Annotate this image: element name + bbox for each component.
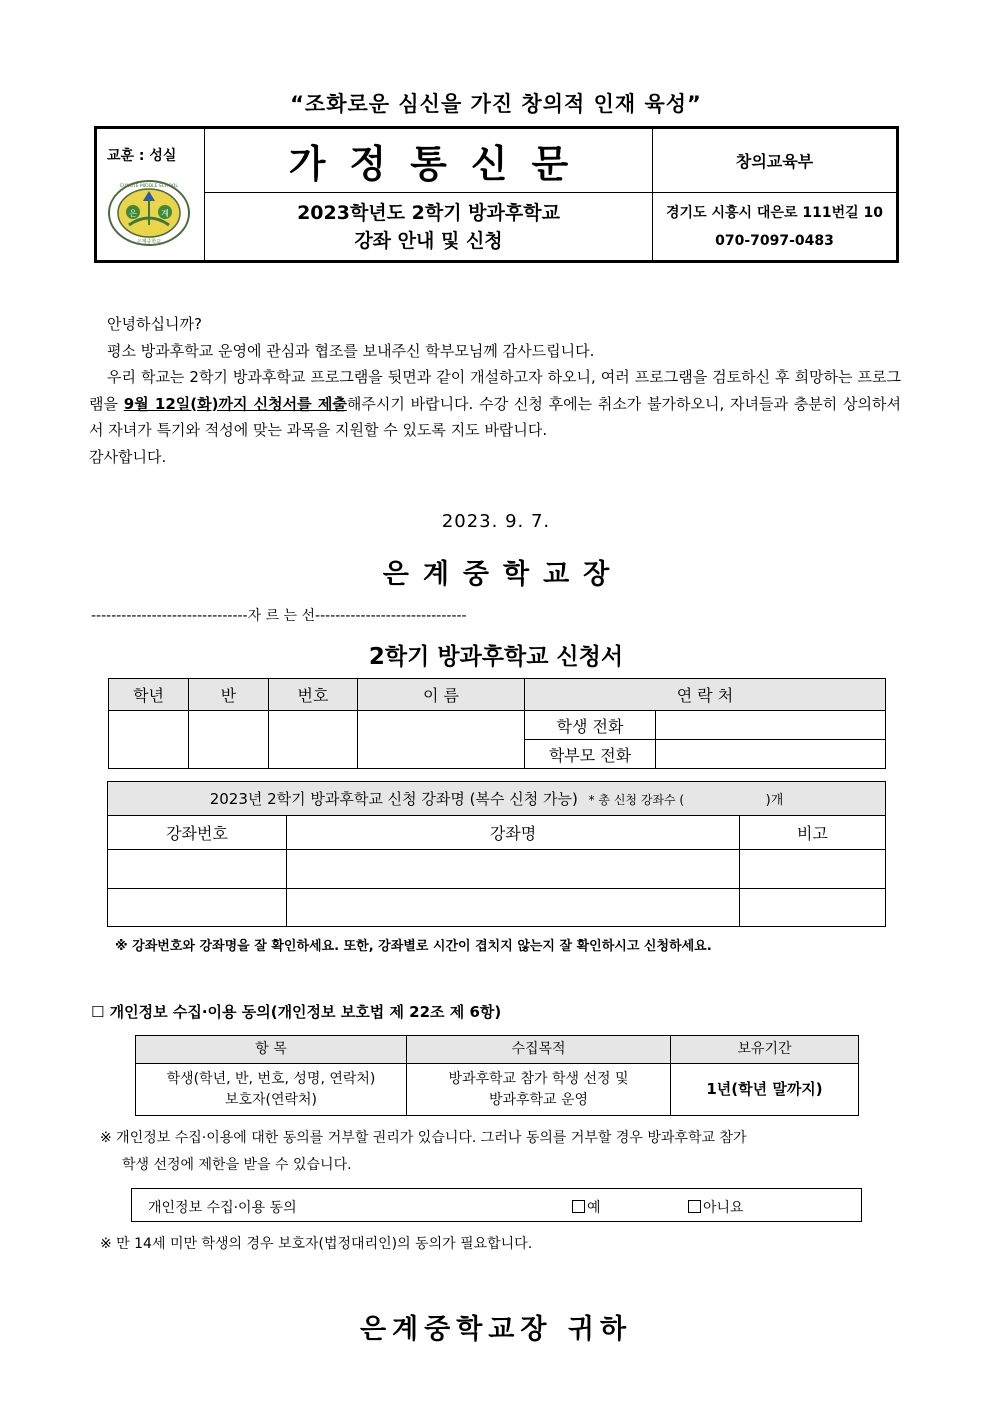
class-field[interactable] xyxy=(189,711,269,769)
title-cell xyxy=(205,129,653,193)
consent-no-option[interactable]: 아니요 xyxy=(688,1197,744,1217)
parent-phone-field[interactable] xyxy=(656,740,886,769)
motto-logo-cell xyxy=(97,129,205,261)
svg-text:은계중학교: 은계중학교 xyxy=(136,239,162,245)
student-phone-field[interactable] xyxy=(656,711,886,740)
school-address: 경기도 시흥시 대은로 111번길 10 xyxy=(666,204,883,221)
subtitle-line2: 강좌 안내 및 신청 xyxy=(354,229,503,252)
consent-box xyxy=(131,1188,862,1222)
name-field[interactable] xyxy=(358,711,525,769)
header-course-name: 강좌명 xyxy=(287,816,740,850)
course-name-field[interactable] xyxy=(287,889,740,927)
school-motto: “조화로운 심신을 가진 창의적 인재 육성” xyxy=(290,92,702,116)
course-table xyxy=(107,781,886,927)
course-count-label: * 총 신청 강좌수 ( xyxy=(588,793,685,807)
header-class: 반 xyxy=(189,679,269,711)
subtitle-cell xyxy=(205,193,653,261)
checkbox-icon[interactable] xyxy=(572,1200,585,1213)
school-phone: 070-7097-0483 xyxy=(715,232,834,249)
course-table-title: 2023년 2학기 방과후학교 신청 강좌명 (복수 신청 가능) * 총 신청 강좌수 ( )개 xyxy=(108,782,886,816)
course-name-field[interactable] xyxy=(287,850,740,889)
intro-paragraph: 우리 학교는 2학기 방과후학교 프로그램을 뒷면과 같이 개설하고자 하오니, 여러 프로그램을 검토하신 후 희망하는 프로그램을 9월 12일(화)까지 신청서를 제출해주시기 바랍니다. 수강 신청 후에는 취소가 불가하오니, 자녀들과 충분히 상의하셔서 자녀가 특기와 적성에 맞는 과목을 지원할 수 있도록 지도 바랍니다. xyxy=(89,368,901,439)
student-phone-label: 학생 전화 xyxy=(525,711,656,740)
thanks: 감사합니다. xyxy=(89,447,167,466)
closing-addressee: 은계중학교장 귀하 xyxy=(359,1314,633,1345)
contact-cell xyxy=(653,193,897,261)
header-retention: 보유기간 xyxy=(671,1036,859,1064)
header-remarks: 비고 xyxy=(740,816,886,850)
school-motto-label: 교훈 : 성실 xyxy=(107,148,177,164)
number-field[interactable] xyxy=(269,711,358,769)
privacy-period: 1년(학년 말까지) xyxy=(671,1064,859,1116)
header-name: 이 름 xyxy=(358,679,525,711)
svg-text:은: 은 xyxy=(129,209,137,218)
course-number-field[interactable] xyxy=(108,889,287,927)
header-grade: 학년 xyxy=(109,679,189,711)
grade-field[interactable] xyxy=(109,711,189,769)
department-cell xyxy=(653,129,897,193)
remarks-field[interactable] xyxy=(740,889,886,927)
newsletter-header xyxy=(94,126,899,263)
course-note: ※ 강좌번호와 강좌명을 잘 확인하세요. 또한, 강좌별로 시간이 겹치지 않는지 잘 확인하시고 신청하세요. xyxy=(115,939,712,954)
header-purpose: 수집목적 xyxy=(407,1036,671,1064)
privacy-item: 학생(학년, 반, 번호, 성명, 연락처) 보호자(연락처) xyxy=(136,1064,407,1116)
header-item: 항 목 xyxy=(136,1036,407,1064)
consent-label: 개인정보 수집·이용 동의 xyxy=(148,1200,297,1216)
privacy-notice: ※ 개인정보 수집·이용에 대한 동의를 거부할 권리가 있습니다. 그러나 동의를 거부할 경우 방과후학교 참가 학생 선정에 제한을 받을 수 있습니다. xyxy=(100,1130,747,1173)
minor-consent-note: ※ 만 14세 미만 학생의 경우 보호자(법정대리인)의 동의가 필요합니다. xyxy=(100,1236,533,1252)
header-course-number: 강좌번호 xyxy=(108,816,287,850)
privacy-heading: ☐ 개인정보 수집·이용 동의(개인정보 보호법 제 22조 제 6항) xyxy=(91,1003,502,1021)
deadline-emphasis: 9월 12일(화)까지 신청서를 제출 xyxy=(123,394,347,413)
greeting: 안녕하십니까? xyxy=(107,315,202,333)
svg-text:EUNGYE MIDDLE SCHOOL: EUNGYE MIDDLE SCHOOL xyxy=(120,184,178,189)
form-title: 2학기 방과후학교 신청서 xyxy=(368,644,624,670)
intro-line: 평소 방과후학교 운영에 관심과 협조를 보내주신 학부모님께 감사드립니다. xyxy=(107,341,595,360)
privacy-purpose: 방과후학교 참가 학생 선정 및 방과후학교 운영 xyxy=(407,1064,671,1116)
checkbox-icon[interactable] xyxy=(688,1200,701,1213)
privacy-table xyxy=(135,1035,859,1116)
header-contact: 연 락 처 xyxy=(525,679,886,711)
page-title: 가정통신문 xyxy=(288,142,593,186)
remarks-field[interactable] xyxy=(740,850,886,889)
parent-phone-label: 학부모 전화 xyxy=(525,740,656,769)
intro-text xyxy=(89,311,901,470)
subtitle-line1: 2023학년도 2학기 방과후학교 xyxy=(297,201,560,224)
principal-signature: 은계중학교장 xyxy=(382,559,624,590)
student-info-table xyxy=(108,678,886,769)
course-number-field[interactable] xyxy=(108,850,287,889)
consent-yes-option[interactable]: 예 xyxy=(572,1197,601,1217)
cut-line: -------------------------------자 르 는 선------------------------------ xyxy=(91,608,467,624)
department: 창의교육부 xyxy=(735,152,814,171)
svg-text:계: 계 xyxy=(161,209,169,218)
school-logo xyxy=(107,179,191,247)
header-number: 번호 xyxy=(269,679,358,711)
issue-date: 2023. 9. 7. xyxy=(441,511,551,532)
